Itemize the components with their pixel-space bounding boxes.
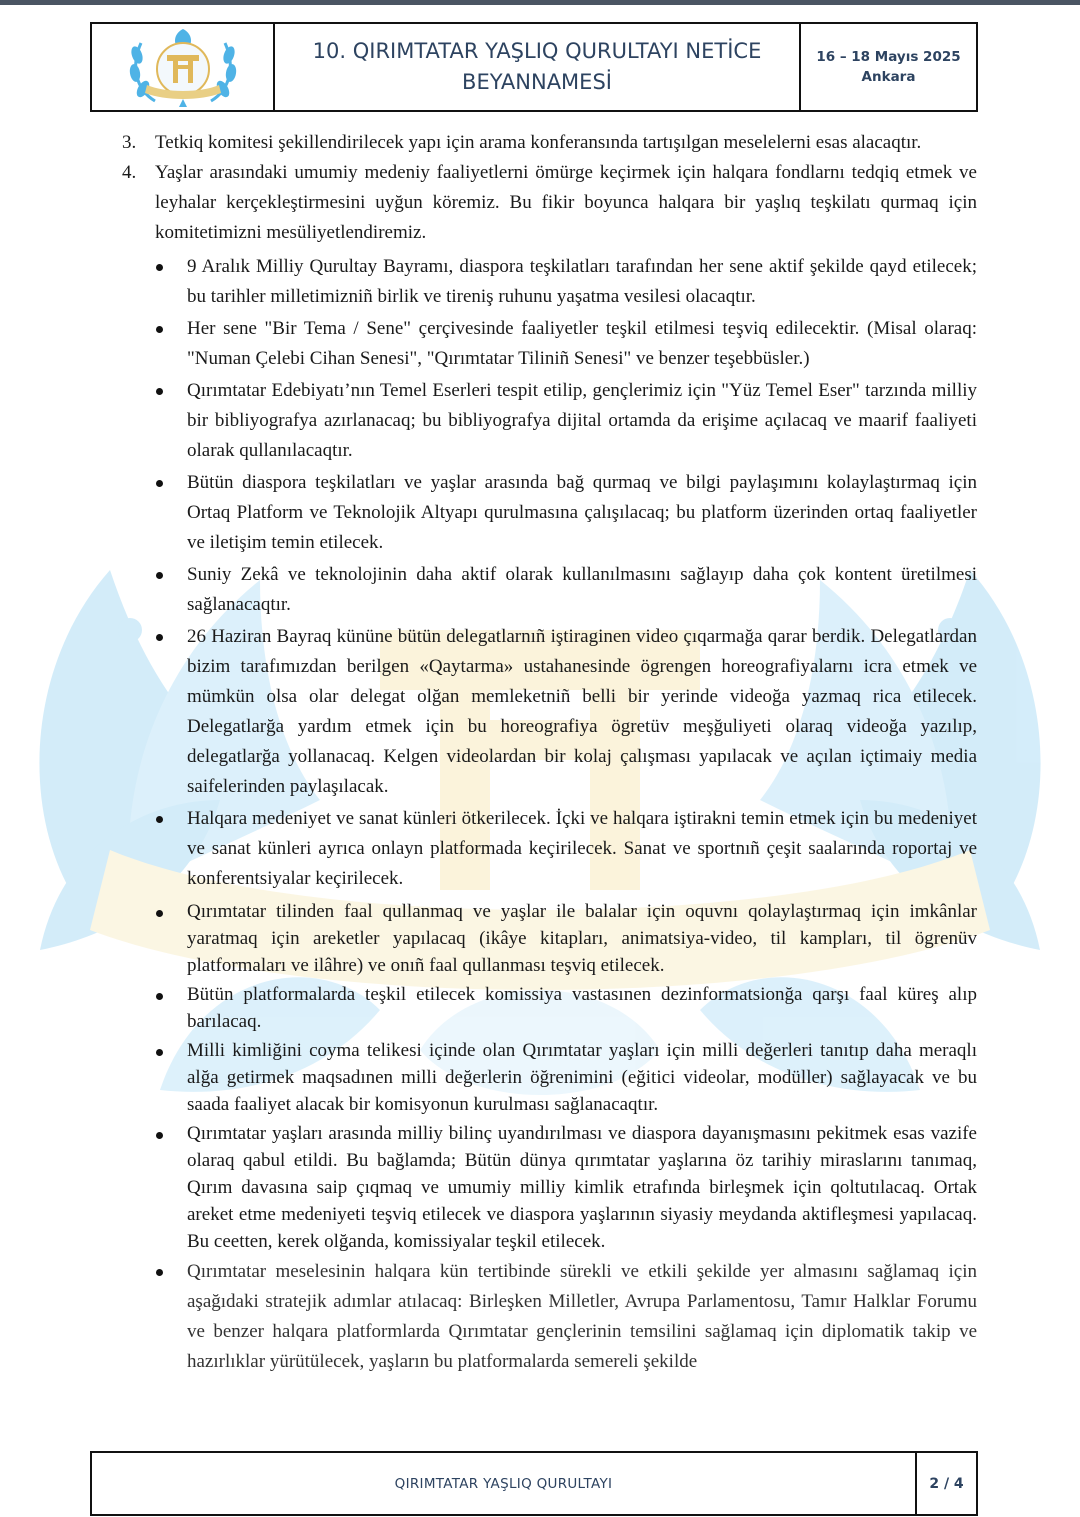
date-location xyxy=(801,24,976,110)
bullet-item: Bütün platformalarda teşkil etilecek komissiya vastasınen dezinformatsionğa qarşı faal küreş alıp barılacaq. xyxy=(187,981,977,1035)
top-bar xyxy=(0,0,1080,5)
document-header xyxy=(90,22,978,112)
bullet-item: 9 Aralık Milliy Qurultay Bayramı, diaspora teşkilatları tarafından her sene aktif şekilde qayd etilecek; bu tarihler milletimizniñ birlik ve tireniş ruhunu yaşatma vesilesi olacaqtır. xyxy=(187,252,977,312)
bullet-item: Her sene "Bir Tema / Sene" çerçivesinde faaliyetler teşkil etilmesi teşviq edilecektir. (Misal olaraq: "Numan Çelebi Cihan Senesi", "Qırımtatar Tiliniñ Senesi" ve benzer teşebbüsler.) xyxy=(187,314,977,374)
qurultay-logo-icon xyxy=(125,25,241,109)
footer-title: QIRIMTATAR YAŞLIQ QURULTAYI xyxy=(92,1453,917,1514)
bullet-item: Bütün diaspora teşkilatları ve yaşlar arasında bağ qurmaq ve bilgi paylaşımını kolaylaştırmaq için Ortaq Platform ve Teknolojik Altyapı qurulmasına çalışılacaq; bu platform üzerinden ortaq faaliyetler ve iletişim temin etilecek. xyxy=(187,468,977,558)
event-dates: 16 – 18 Mayıs 2025 xyxy=(816,49,961,65)
event-city: Ankara xyxy=(861,69,916,85)
title-line-1: 10. QIRIMTATAR YAŞLIQ QURULTAYI NETİCE xyxy=(312,39,762,63)
bullet-item: Qırımtatar tilinden faal qullanmaq ve yaşlar ile balalar için oquvnı qolaylaştırmaq için imkânlar yaratmaq için areketler yapılacaq (ikâye kitapları, animatsiya-video, til kampları, til ögrenüv platformaları ve ilâhre) ve onıñ faal qullanması teşviq etilecek. xyxy=(187,898,977,979)
bullet-item: Qırımtatar yaşları arasında milliy bilinç uyandırılması ve diaspora dayanışmasını pekitmek esas vazife olaraq qabul etildi. Bu bağlamda; Bütün dünya qırımtatar yaşlarına öz tarihiy miraslarını tanımaq, Qırım davasına saip çıqmaq ve umumiy milliy kimlik etrafında birleşmek için qoltutılacaq. Ortak areket etme medeniyeti teşviq etilecek ve diaspora yaşlarının siyasiy meydanda aktifleşmesi yapılacaq. Bu ceetten, kerek olğanda, komissiyalar teşkil etilecek. xyxy=(187,1120,977,1255)
numbered-item-3 xyxy=(122,128,977,158)
numbered-item-4 xyxy=(122,158,977,248)
item-text: Tetkiq komitesi şekillendirilecek yapı için arama konferansında tartışılgan meselelerni esas alacaqtır. xyxy=(155,132,922,153)
document-title xyxy=(275,24,801,110)
bullet-item: Halqara medeniyet ve sanat künleri ötkerilecek. İçki ve halqara iştirakni temin etmek için bu medeniyet ve sanat künleri ayrıca onlayn platformada keçirilecek. Sanat ve sportnıñ çeşit saalarında roportaj ve konferentsiyalar keçirilecek. xyxy=(187,804,977,894)
document-footer xyxy=(90,1451,978,1516)
logo-cell xyxy=(92,24,275,110)
bullet-item: 26 Haziran Bayraq kününe bütün delegatlarnıñ iştiraginen video çıqarmağa qarar berdik. Delegatlardan bizim tarafımızdan berilgen «Qaytarma» ustahanesinde ögrengen horeografiyalarnı icra etmek ve mümkün olsa olar delegat olğan memleketniñ belli bir yerinde videoğa yazmaq rica etilecek. Delegatlarğa yardım etmek için bu horeografiya ögretüv meşğuliyeti olaraq videoğa yazılıp, delegatlarğa yollanacaq. Kelgen videolardan bir kolaj çalışması yapılacak ve açılan içtimaiy media saifelerinden paylaşılacak. xyxy=(187,622,977,802)
page-number: 2 / 4 xyxy=(929,1475,964,1492)
item-number: 3. xyxy=(122,132,137,153)
bullet-item: Qırımtatar Edebiyatı’nın Temel Eserleri tespit etilip, gençlerimiz için "Yüz Temel Eser" tarzında milliy bir bibliyografya azırlanacaq; bu bibliyografya dijital ortamda da erişime açılacaq ve maarif faaliyeti olarak qullanılacaqtır. xyxy=(187,376,977,466)
title-line-2: BEYANNAMESİ xyxy=(462,70,612,94)
bullet-item: Qırımtatar meselesinin halqara kün tertibinde sürekli ve etkili şekilde yer almasını sağlamaq için aşağıdaki stratejik adımlar atılacaq: Birleşken Milletler, Avrupa Parlamentosu, Tamır Halklar Forumu ve benzer halqara platformlarda Qırımtatar gençlerinin temsilini sağlamaq için diplomatik takip ve hazırlıklar yürütülecek, yaşların bu platformalarda semereli şekilde xyxy=(187,1257,977,1377)
bullet-item: Suniy Zekâ ve teknolojinin daha aktif olarak kullanılmasını sağlayıp daha çok kontent üretilmesi sağlanacaqtır. xyxy=(187,560,977,620)
bullet-item: Milli kimliğini coyma telikesi içinde olan Qırımtatar yaşları için milli değerleri tanıtıp daha meraqlı alğa getirmek maqsadınen milli değerlerin öğrenimini (eğitici videolar, modüller) sağlayacak ve bu saada faaliyet alacak bir komisyonun kurulması sağlanacaqtır. xyxy=(187,1037,977,1118)
document-body xyxy=(0,128,1080,1377)
item-number: 4. xyxy=(122,162,137,183)
item-text: Yaşlar arasındaki umumiy medeniy faaliyetlerni ömürge keçirmek için halqara fondlarnı tedqiq etmek ve leyhalar kerçekleştirmesini uyğun köremiz. Bu fikir boyunca halqara bir yaşlıq teşkilatı qurmaq için komitetimizni mesüliyetlendiremiz. xyxy=(155,162,977,243)
